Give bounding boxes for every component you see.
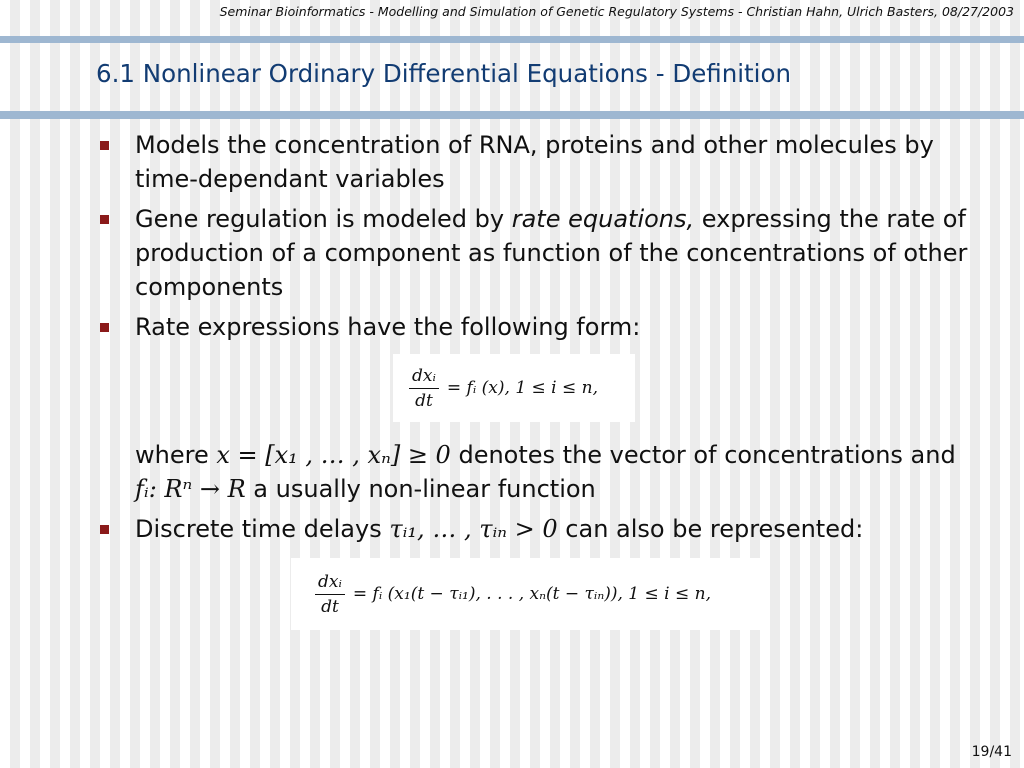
rate-equation-formula: [393, 354, 635, 422]
where-text-1: where: [135, 441, 217, 469]
header-divider-bottom: [0, 111, 1024, 119]
bullet-gene-regulation: [100, 202, 980, 304]
where-math-vector: [x₁ , … , xₙ] ≥ 0: [265, 441, 451, 469]
presentation-header: Seminar Bioinformatics - Modelling and Simulation of Genetic Regulatory Systems - Christian Hahn, Ulrich Basters, 08/27/2003: [219, 4, 1014, 19]
fraction-numerator: dxᵢ: [409, 366, 439, 389]
bullet-time-delays-post: can also be represented:: [557, 515, 864, 543]
header-divider-top: [0, 36, 1024, 43]
slide-content: [100, 128, 980, 630]
where-definition: [100, 438, 980, 506]
where-text-3: denotes the vector of concentrations and: [450, 441, 956, 469]
fraction-denominator: dt: [415, 390, 433, 411]
where-math-function: fᵢ: Rⁿ → R: [135, 475, 246, 503]
rate-equations-emphasis: rate equations,: [511, 205, 695, 233]
delay-fraction-denominator: dt: [321, 596, 339, 617]
time-delays-math: τᵢ₁, … , τᵢₙ > 0: [389, 515, 558, 543]
page-number: 19/41: [971, 744, 1012, 760]
bullet-rate-expressions: Rate expressions have the following form:: [100, 310, 980, 344]
where-text-4: a usually non-linear function: [245, 475, 596, 503]
bullet-gene-regulation-post: expressing the rate of production of a component as function of the concentrations of other components: [135, 205, 968, 301]
derivative-fraction: [409, 366, 439, 411]
delay-derivative-fraction: [315, 572, 345, 617]
delay-formula-right-hand-side: = fᵢ (x₁(t − τᵢ₁), . . . , xₙ(t − τᵢₙ)), 1 ≤ i ≤ n,: [352, 584, 712, 604]
bullet-gene-regulation-pre: Gene regulation is modeled by: [135, 205, 512, 233]
where-math-x: x: [216, 441, 230, 469]
bullet-models-concentration: Models the concentration of RNA, proteins and other molecules by time-dependant variables: [100, 128, 980, 196]
delay-fraction-numerator: dxᵢ: [315, 572, 345, 595]
bullet-time-delays-pre: Discrete time delays: [135, 515, 390, 543]
bullet-time-delays: [100, 512, 980, 546]
formula-right-hand-side: = fᵢ (x), 1 ≤ i ≤ n,: [446, 378, 599, 398]
slide-title: 6.1 Nonlinear Ordinary Differential Equations - Definition: [96, 59, 791, 88]
where-text-2: =: [229, 441, 266, 469]
delay-equation-formula: [291, 558, 761, 630]
